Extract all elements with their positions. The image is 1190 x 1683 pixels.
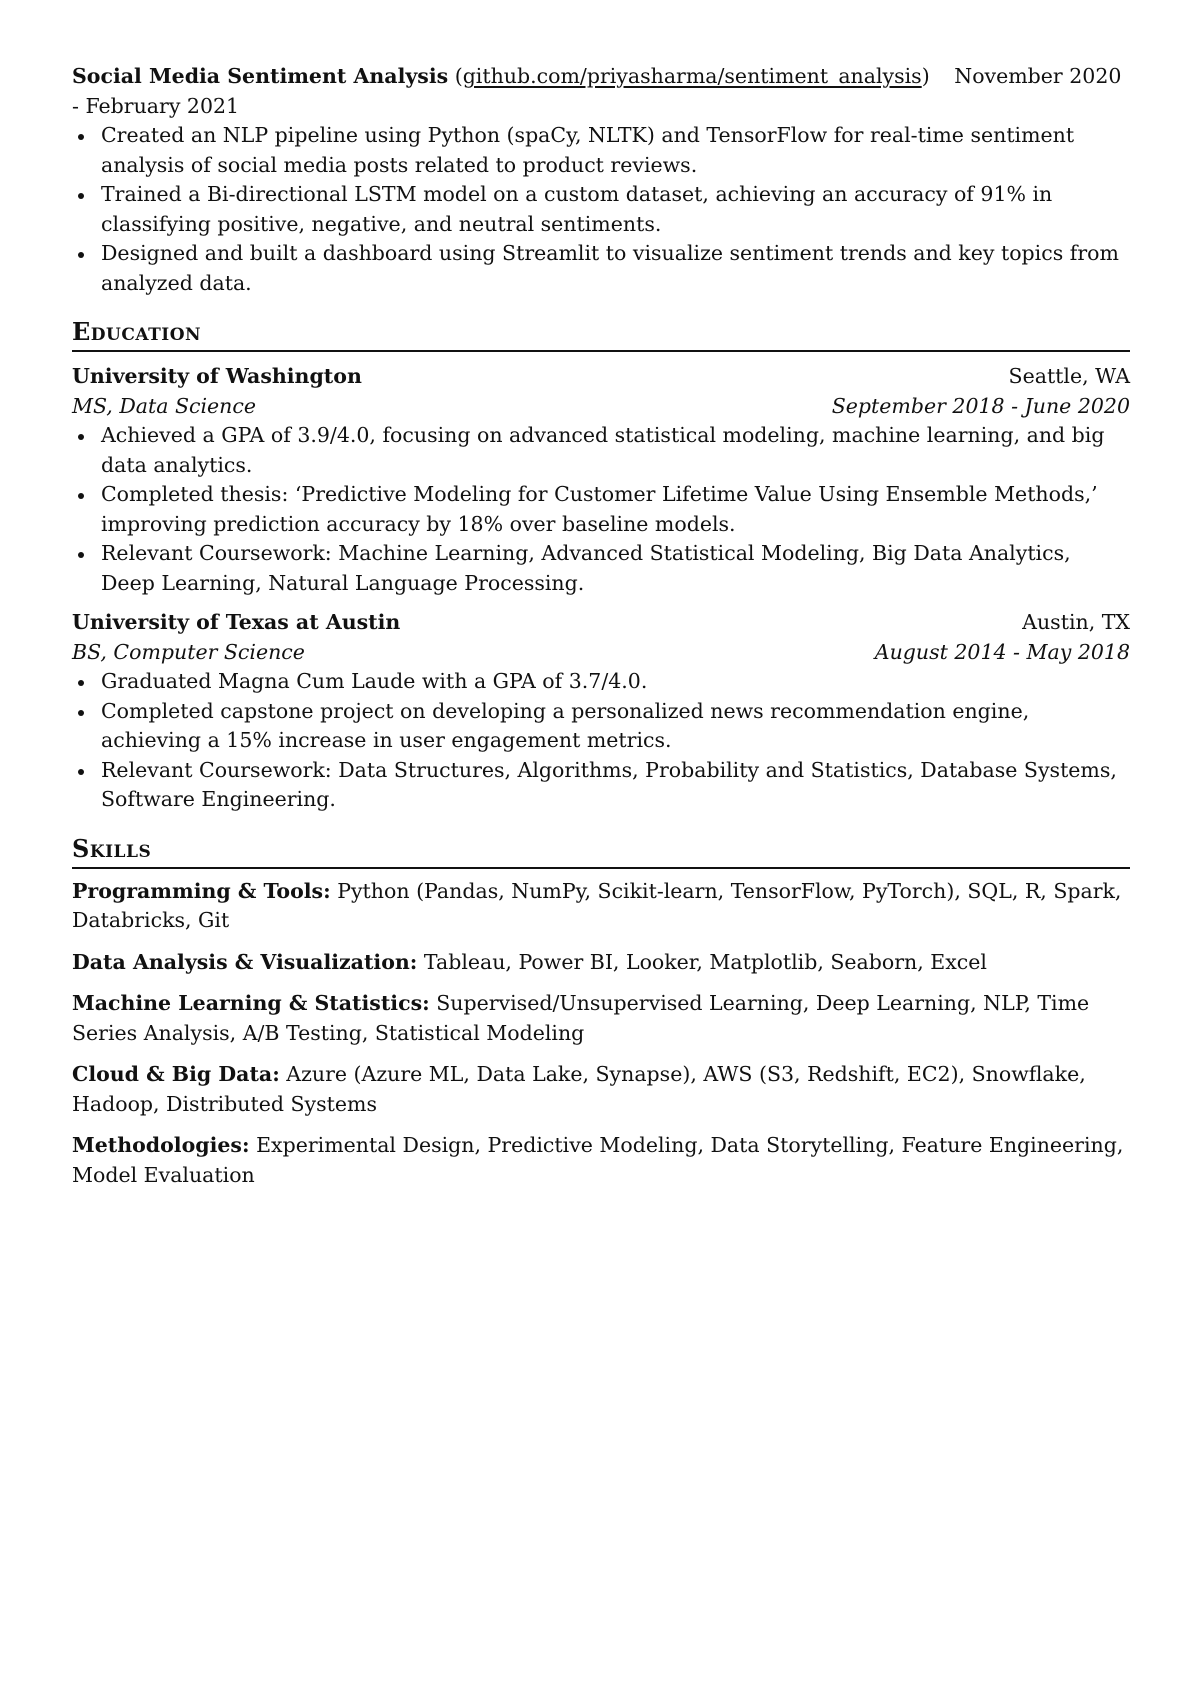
skill-value: Azure (Azure ML, Data Lake, Synapse), AWS (S3, Redshift, EC2), Snowflake, Hadoop, Distributed Systems	[72, 1062, 1086, 1116]
education-bullets	[72, 421, 1130, 598]
list-item: Completed capstone project on developing a personalized news recommendation engine, achieving a 15% increase in user engagement metrics.	[72, 697, 1130, 756]
skill-label: Cloud & Big Data:	[72, 1062, 280, 1086]
school-name: University of Texas at Austin	[72, 610, 401, 634]
degree-row	[72, 392, 1130, 422]
list-item: Relevant Coursework: Data Structures, Algorithms, Probability and Statistics, Database Systems, Software Engineering.	[72, 756, 1130, 815]
degree: BS, Computer Science	[72, 639, 305, 664]
list-item: Trained a Bi-directional LSTM model on a custom dataset, achieving an accuracy of 91% in classifying positive, negative, and neutral sentiments.	[72, 180, 1130, 239]
degree-dates: September 2018 - June 2020	[831, 393, 1130, 418]
skill-row	[72, 1060, 1130, 1119]
list-item: Completed thesis: ‘Predictive Modeling for Customer Lifetime Value Using Ensemble Methods,’ improving prediction accuracy by 18% over baseline models.	[72, 480, 1130, 539]
section-heading-skills: Skills	[72, 833, 1130, 869]
skill-label: Programming & Tools:	[72, 878, 331, 903]
education-bullets	[72, 667, 1130, 815]
degree-row	[72, 638, 1130, 668]
project-dates: November 2020 - February 2021	[72, 64, 1122, 118]
skill-label: Data Analysis & Visualization:	[72, 949, 418, 974]
education-entry	[72, 608, 1130, 815]
skill-row	[72, 1131, 1130, 1190]
section-heading-education: Education	[72, 316, 1130, 352]
school-name: University of Washington	[72, 364, 362, 388]
list-item: Graduated Magna Cum Laude with a GPA of 3.7/4.0.	[72, 667, 1130, 697]
skill-value: Python (Pandas, NumPy, Scikit-learn, TensorFlow, PyTorch), SQL, R, Spark, Databricks, Git	[72, 878, 1122, 932]
school-location: Austin, TX	[1022, 610, 1130, 634]
degree-dates: August 2014 - May 2018	[874, 639, 1130, 664]
school-location: Seattle, WA	[1008, 364, 1130, 388]
project-entry	[72, 62, 1130, 298]
education-row	[72, 608, 1130, 638]
project-bullets	[72, 121, 1130, 298]
skill-value: Supervised/Unsupervised Learning, Deep Learning, NLP, Time Series Analysis, A/B Testing, Statistical Modeling	[72, 991, 1090, 1045]
project-link[interactable]: github.com/priyasharma/sentiment_analysis	[462, 64, 922, 88]
list-item: Designed and built a dashboard using Streamlit to visualize sentiment trends and key topics from analyzed data.	[72, 239, 1130, 298]
skill-row	[72, 877, 1130, 936]
education-entry	[72, 362, 1130, 598]
skill-label: Methodologies:	[72, 1133, 250, 1157]
project-link-open: (	[454, 64, 463, 88]
skill-value: Experimental Design, Predictive Modeling, Data Storytelling, Feature Engineering, Model Evaluation	[72, 1133, 1124, 1187]
project-link-close: )	[921, 64, 930, 88]
education-row	[72, 362, 1130, 392]
list-item: Relevant Coursework: Machine Learning, Advanced Statistical Modeling, Big Data Analytics, Deep Learning, Natural Language Processing.	[72, 539, 1130, 598]
list-item: Achieved a GPA of 3.9/4.0, focusing on advanced statistical modeling, machine learning, and big data analytics.	[72, 421, 1130, 480]
project-header	[72, 62, 1130, 121]
resume-page	[72, 62, 1130, 1202]
list-item: Created an NLP pipeline using Python (spaCy, NLTK) and TensorFlow for real-time sentiment analysis of social media posts related to product reviews.	[72, 121, 1130, 180]
project-title: Social Media Sentiment Analysis	[72, 64, 449, 88]
skills-list	[72, 877, 1130, 1191]
skill-label: Machine Learning & Statistics:	[72, 991, 430, 1015]
skill-value: Tableau, Power BI, Looker, Matplotlib, Seaborn, Excel	[423, 949, 987, 974]
degree: MS, Data Science	[72, 393, 256, 418]
skill-row	[72, 948, 1130, 978]
skill-row	[72, 989, 1130, 1048]
